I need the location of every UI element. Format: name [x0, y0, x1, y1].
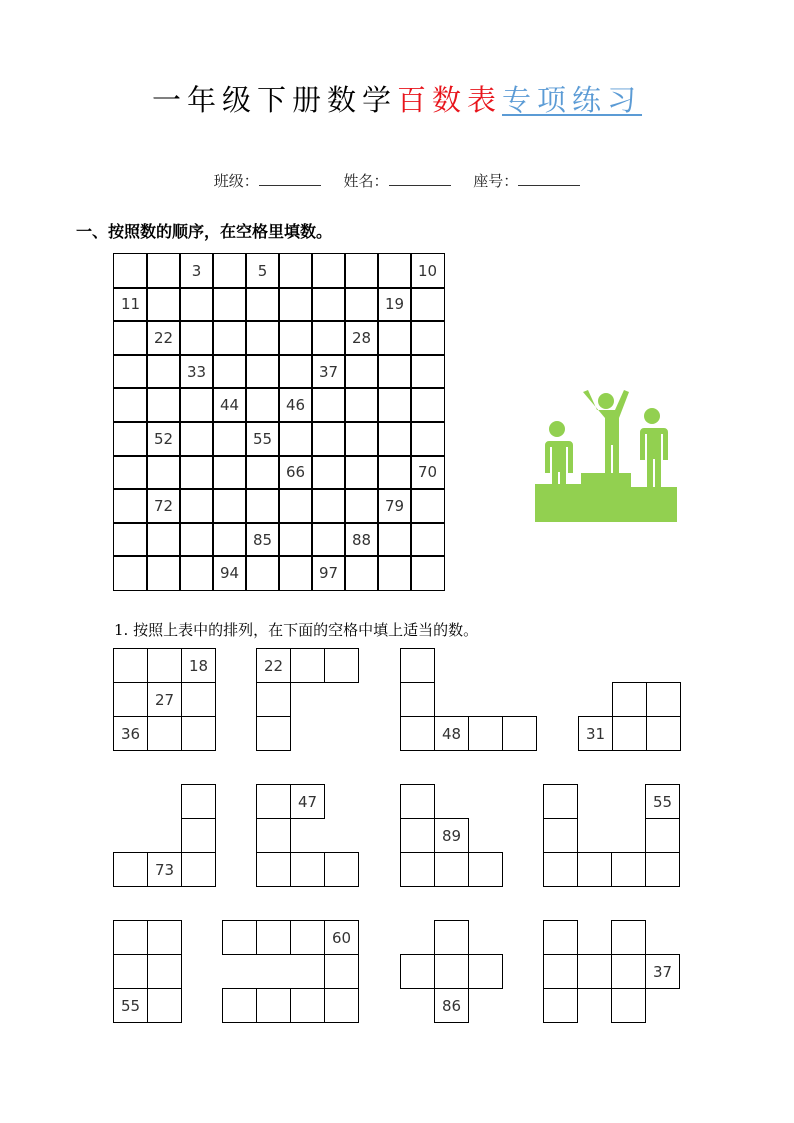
- table-cell-blank[interactable]: [113, 488, 148, 524]
- puzzle-cell-blank[interactable]: [181, 852, 216, 887]
- table-cell-given: 79: [377, 488, 412, 524]
- student-info-line: [0, 170, 794, 191]
- puzzle-cell-given: 47: [290, 784, 325, 819]
- table-cell-blank[interactable]: [179, 455, 214, 491]
- table-cell-blank[interactable]: [146, 253, 181, 289]
- table-cell-blank[interactable]: [278, 488, 313, 524]
- puzzle-cell-blank[interactable]: [147, 920, 182, 955]
- table-cell-blank[interactable]: [377, 555, 412, 591]
- puzzle-cell-blank[interactable]: [181, 682, 216, 717]
- puzzle-cell-blank[interactable]: [256, 682, 291, 717]
- table-cell-given: 94: [212, 555, 247, 591]
- table-cell-given: 46: [278, 387, 313, 423]
- table-cell-blank[interactable]: [311, 287, 346, 323]
- puzzle-cell-blank[interactable]: [290, 920, 325, 955]
- table-cell-blank[interactable]: [377, 455, 412, 491]
- puzzle-cell-blank[interactable]: [113, 920, 148, 955]
- table-cell-blank[interactable]: [146, 354, 181, 390]
- puzzle-cell-blank[interactable]: [147, 648, 182, 683]
- section-1-heading: 一、按照数的顺序，在空格里填数。: [76, 222, 333, 241]
- puzzle-cell-blank[interactable]: [434, 852, 469, 887]
- title-part-3: 专项练习: [502, 83, 643, 117]
- table-cell-blank[interactable]: [146, 555, 181, 591]
- table-cell-given: 52: [146, 421, 181, 457]
- table-cell-blank[interactable]: [212, 287, 247, 323]
- puzzle-cell-blank[interactable]: [113, 954, 148, 989]
- table-cell-blank[interactable]: [377, 320, 412, 356]
- table-cell-given: 66: [278, 455, 313, 491]
- table-cell-blank[interactable]: [113, 387, 148, 423]
- puzzle-cell-blank[interactable]: [147, 716, 182, 751]
- table-cell-blank[interactable]: [377, 387, 412, 423]
- puzzle-cell-blank[interactable]: [646, 682, 681, 717]
- puzzle-cell-blank[interactable]: [577, 852, 612, 887]
- puzzle-cell-blank[interactable]: [434, 954, 469, 989]
- table-cell-blank[interactable]: [179, 287, 214, 323]
- puzzle-cell-blank[interactable]: [256, 988, 291, 1023]
- puzzle-cell-blank[interactable]: [290, 852, 325, 887]
- table-cell-given: 33: [179, 354, 214, 390]
- table-cell-given: 88: [344, 522, 379, 558]
- table-cell-blank[interactable]: [146, 287, 181, 323]
- puzzle-cell-blank[interactable]: [577, 954, 612, 989]
- table-cell-blank[interactable]: [410, 320, 445, 356]
- table-cell-given: 97: [311, 555, 346, 591]
- table-cell-blank[interactable]: [344, 421, 379, 457]
- table-cell-blank[interactable]: [179, 555, 214, 591]
- table-cell-blank[interactable]: [212, 253, 247, 289]
- puzzle-cell-blank[interactable]: [113, 648, 148, 683]
- table-cell-blank[interactable]: [146, 522, 181, 558]
- class-label: 班级：: [213, 172, 259, 190]
- title-part-2: 百数表: [396, 83, 502, 117]
- table-cell-given: 22: [146, 320, 181, 356]
- table-cell-blank[interactable]: [113, 354, 148, 390]
- name-blank[interactable]: [389, 173, 451, 186]
- puzzle-cell-blank[interactable]: [256, 716, 291, 751]
- table-cell-blank[interactable]: [245, 455, 280, 491]
- puzzle-cell-blank[interactable]: [611, 852, 646, 887]
- table-cell-blank[interactable]: [410, 354, 445, 390]
- puzzle-cell-blank[interactable]: [147, 988, 182, 1023]
- table-cell-blank[interactable]: [311, 522, 346, 558]
- puzzle-cell-blank[interactable]: [468, 852, 503, 887]
- puzzle-cell-blank[interactable]: [611, 920, 646, 955]
- puzzle-cell-blank[interactable]: [222, 988, 257, 1023]
- table-cell-blank[interactable]: [245, 555, 280, 591]
- puzzle-cell-blank[interactable]: [645, 818, 680, 853]
- table-cell-blank[interactable]: [311, 253, 346, 289]
- table-cell-blank[interactable]: [278, 287, 313, 323]
- table-cell-blank[interactable]: [311, 320, 346, 356]
- table-cell-given: 72: [146, 488, 181, 524]
- page-title: [0, 78, 794, 119]
- table-cell-blank[interactable]: [377, 421, 412, 457]
- puzzle-cell-blank[interactable]: [400, 716, 435, 751]
- table-cell-blank[interactable]: [113, 253, 148, 289]
- table-cell-blank[interactable]: [410, 555, 445, 591]
- puzzle-cell-given: 31: [578, 716, 613, 751]
- puzzle-cell-given: 18: [181, 648, 216, 683]
- table-cell-blank[interactable]: [212, 455, 247, 491]
- puzzle-cell-given: 73: [147, 852, 182, 887]
- puzzle-cell-given: 22: [256, 648, 291, 683]
- puzzle-cell-blank[interactable]: [256, 920, 291, 955]
- puzzle-cell-blank[interactable]: [113, 852, 148, 887]
- table-cell-given: 55: [245, 421, 280, 457]
- table-cell-blank[interactable]: [179, 320, 214, 356]
- table-cell-given: 10: [410, 253, 445, 289]
- table-cell-blank[interactable]: [278, 421, 313, 457]
- table-cell-blank[interactable]: [113, 522, 148, 558]
- puzzle-cell-blank[interactable]: [324, 988, 359, 1023]
- table-cell-blank[interactable]: [146, 387, 181, 423]
- puzzle-cell-blank[interactable]: [611, 954, 646, 989]
- table-cell-blank[interactable]: [245, 320, 280, 356]
- table-cell-blank[interactable]: [245, 387, 280, 423]
- puzzle-cell-blank[interactable]: [324, 648, 359, 683]
- puzzle-cell-blank[interactable]: [468, 716, 503, 751]
- table-cell-blank[interactable]: [410, 488, 445, 524]
- table-cell-given: 85: [245, 522, 280, 558]
- table-cell-blank[interactable]: [212, 320, 247, 356]
- table-cell-blank[interactable]: [344, 253, 379, 289]
- puzzle-cell-blank[interactable]: [400, 954, 435, 989]
- puzzle-cell-blank[interactable]: [256, 784, 291, 819]
- table-cell-blank[interactable]: [377, 354, 412, 390]
- table-cell-blank[interactable]: [212, 522, 247, 558]
- podium-winners-icon: [533, 386, 679, 524]
- table-cell-given: 19: [377, 287, 412, 323]
- table-cell-blank[interactable]: [278, 253, 313, 289]
- table-cell-blank[interactable]: [212, 354, 247, 390]
- table-cell-blank[interactable]: [410, 522, 445, 558]
- table-cell-blank[interactable]: [278, 320, 313, 356]
- table-cell-blank[interactable]: [344, 488, 379, 524]
- seat-blank[interactable]: [518, 173, 580, 186]
- table-cell-blank[interactable]: [245, 488, 280, 524]
- puzzle-cell-blank[interactable]: [468, 954, 503, 989]
- puzzle-cell-blank[interactable]: [400, 818, 435, 853]
- puzzle-cell-blank[interactable]: [543, 818, 578, 853]
- puzzle-cell-blank[interactable]: [543, 988, 578, 1023]
- puzzle-cell-blank[interactable]: [113, 682, 148, 717]
- table-cell-blank[interactable]: [245, 287, 280, 323]
- puzzle-cell-blank[interactable]: [400, 648, 435, 683]
- table-cell-blank[interactable]: [344, 287, 379, 323]
- table-cell-blank[interactable]: [311, 387, 346, 423]
- table-cell-given: 11: [113, 287, 148, 323]
- puzzle-cell-blank[interactable]: [256, 852, 291, 887]
- puzzle-cell-blank[interactable]: [181, 716, 216, 751]
- table-cell-blank[interactable]: [344, 455, 379, 491]
- puzzle-cell-given: 27: [147, 682, 182, 717]
- table-cell-given: 44: [212, 387, 247, 423]
- table-cell-blank[interactable]: [311, 488, 346, 524]
- puzzle-cell-blank[interactable]: [645, 852, 680, 887]
- puzzle-cell-blank[interactable]: [611, 988, 646, 1023]
- table-cell-blank[interactable]: [113, 320, 148, 356]
- table-cell-blank[interactable]: [113, 455, 148, 491]
- puzzle-cell-given: 86: [434, 988, 469, 1023]
- table-cell-given: 37: [311, 354, 346, 390]
- puzzle-cell-blank[interactable]: [324, 852, 359, 887]
- puzzle-cell-given: 60: [324, 920, 359, 955]
- puzzle-cell-blank[interactable]: [324, 954, 359, 989]
- class-blank[interactable]: [259, 173, 321, 186]
- table-cell-given: 5: [245, 253, 280, 289]
- puzzle-cell-blank[interactable]: [502, 716, 537, 751]
- table-cell-blank[interactable]: [179, 387, 214, 423]
- puzzle-cell-blank[interactable]: [290, 988, 325, 1023]
- table-cell-given: 3: [179, 253, 214, 289]
- table-cell-blank[interactable]: [278, 522, 313, 558]
- title-part-1: 一年级下册数学: [151, 83, 397, 117]
- table-cell-blank[interactable]: [410, 421, 445, 457]
- table-cell-blank[interactable]: [179, 488, 214, 524]
- table-cell-given: 28: [344, 320, 379, 356]
- puzzle-cell-blank[interactable]: [181, 784, 216, 819]
- puzzle-cell-given: 37: [645, 954, 680, 989]
- table-cell-blank[interactable]: [212, 488, 247, 524]
- puzzle-cell-blank[interactable]: [612, 682, 647, 717]
- puzzle-cell-blank[interactable]: [646, 716, 681, 751]
- table-cell-blank[interactable]: [344, 555, 379, 591]
- puzzle-cell-given: 48: [434, 716, 469, 751]
- puzzle-cell-blank[interactable]: [290, 648, 325, 683]
- table-cell-blank[interactable]: [410, 387, 445, 423]
- puzzle-cell-given: 89: [434, 818, 469, 853]
- puzzle-cell-blank[interactable]: [400, 784, 435, 819]
- table-cell-blank[interactable]: [377, 522, 412, 558]
- puzzle-cell-blank[interactable]: [400, 682, 435, 717]
- table-cell-blank[interactable]: [212, 421, 247, 457]
- table-cell-blank[interactable]: [311, 455, 346, 491]
- puzzle-cell-blank[interactable]: [147, 954, 182, 989]
- puzzle-cell-given: 55: [113, 988, 148, 1023]
- name-label: 姓名：: [343, 172, 389, 190]
- table-cell-blank[interactable]: [146, 455, 181, 491]
- puzzle-cell-blank[interactable]: [256, 818, 291, 853]
- puzzle-cell-blank[interactable]: [543, 920, 578, 955]
- puzzle-cell-blank[interactable]: [543, 784, 578, 819]
- puzzle-cell-given: 55: [645, 784, 680, 819]
- question-1-text: 1. 按照上表中的排列，在下面的空格中填上适当的数。: [114, 621, 479, 639]
- puzzle-cell-blank[interactable]: [543, 852, 578, 887]
- table-cell-blank[interactable]: [377, 253, 412, 289]
- table-cell-blank[interactable]: [179, 421, 214, 457]
- puzzle-cell-blank[interactable]: [400, 852, 435, 887]
- puzzle-cell-given: 36: [113, 716, 148, 751]
- table-cell-blank[interactable]: [311, 421, 346, 457]
- puzzle-cell-blank[interactable]: [181, 818, 216, 853]
- table-cell-blank[interactable]: [113, 421, 148, 457]
- puzzle-cell-blank[interactable]: [612, 716, 647, 751]
- puzzle-cell-blank[interactable]: [222, 920, 257, 955]
- puzzle-cell-blank[interactable]: [543, 954, 578, 989]
- table-cell-blank[interactable]: [344, 354, 379, 390]
- seat-label: 座号：: [473, 172, 519, 190]
- table-cell-blank[interactable]: [278, 555, 313, 591]
- puzzle-cell-blank[interactable]: [434, 920, 469, 955]
- table-cell-blank[interactable]: [410, 287, 445, 323]
- table-cell-given: 70: [410, 455, 445, 491]
- table-cell-blank[interactable]: [113, 555, 148, 591]
- table-cell-blank[interactable]: [179, 522, 214, 558]
- table-cell-blank[interactable]: [278, 354, 313, 390]
- table-cell-blank[interactable]: [245, 354, 280, 390]
- table-cell-blank[interactable]: [344, 387, 379, 423]
